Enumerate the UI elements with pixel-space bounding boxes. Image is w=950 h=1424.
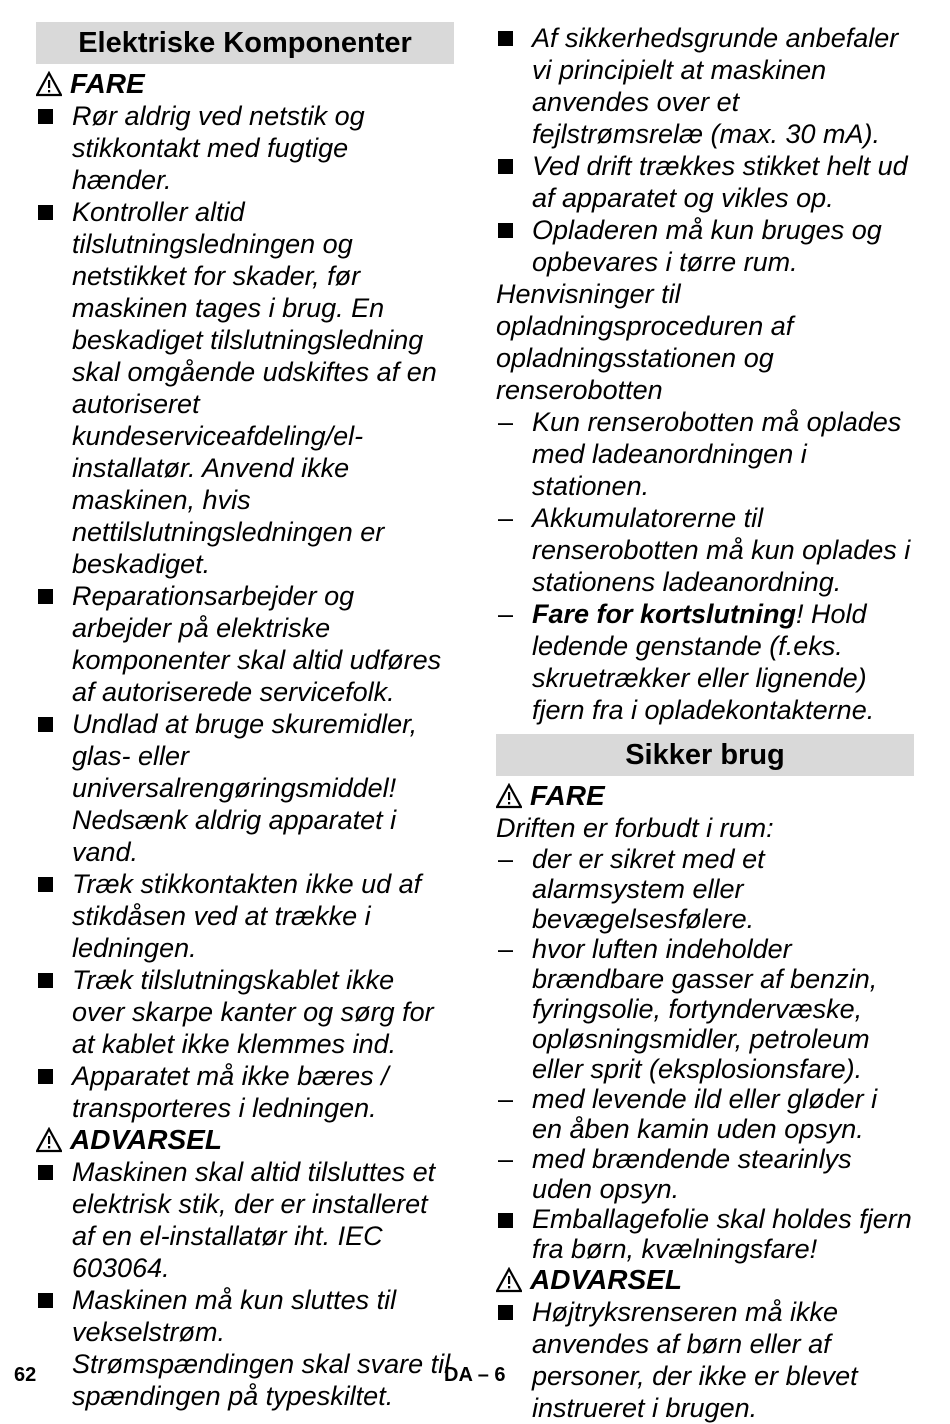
list-item: Ved drift trækkes stikket helt ud af apparatet og vikles op.	[496, 150, 914, 214]
dash-item: – Akkumulatorerne til renserobotten må kun oplades i stationens ladeanordning.	[498, 503, 911, 597]
list-item: Højtryksrenseren må ikke anvendes af børn eller af personer, der ikke er blevet instrueret i brugen.	[496, 1296, 914, 1424]
warning-triangle-icon	[36, 71, 62, 97]
warning-fare	[36, 68, 454, 100]
intro-text: Driften er forbudt i rum:	[496, 813, 774, 843]
square-bullet-icon	[498, 1213, 513, 1228]
list-item: Undlad at bruge skuremidler, glas- eller universalrengøringsmiddel! Nedsænk aldrig apparatet i vand.	[36, 708, 454, 868]
short-circuit-warning: Fare for kortslutning	[532, 599, 797, 629]
warning-label: FARE	[70, 68, 145, 99]
list-item: Apparatet må ikke bæres / transporteres i ledningen.	[36, 1060, 454, 1124]
square-bullet-icon	[38, 205, 53, 220]
square-bullet-icon	[38, 109, 53, 124]
dash-item: – Fare for kortslutning! Hold ledende genstande (f.eks. skruetrækker eller lignende) fjern fra i opladekontakterne.	[498, 599, 875, 725]
square-bullet-icon	[38, 973, 53, 988]
list-item: Af sikkerhedsgrunde anbefaler vi principielt at maskinen anvendes over et fejlstrømsrelæ (max. 30 mA).	[496, 22, 914, 150]
list-item: Træk tilslutningskablet ikke over skarpe kanter og sørg for at kablet ikke klemmes ind.	[36, 964, 454, 1060]
square-bullet-icon	[38, 1069, 53, 1084]
dash-item: – der er sikret med et alarmsystem eller bevægelsesfølere.	[498, 844, 765, 934]
left-column	[36, 22, 454, 1412]
warning-label: ADVARSEL	[530, 1264, 682, 1295]
warning-advarsel	[36, 1124, 454, 1156]
square-bullet-icon	[38, 877, 53, 892]
dash-item: – hvor luften indeholder brændbare gasser af benzin, fyringsolie, fortyndervæske, opløsningsmidler, petroleum eller sprit (eksplosionsfare).	[498, 934, 878, 1084]
square-bullet-icon	[498, 223, 513, 238]
square-bullet-icon	[38, 589, 53, 604]
dash-item: – med levende ild eller gløder i en åben kamin uden opsyn.	[498, 1084, 878, 1144]
list-item: Opladeren må kun bruges og opbevares i tørre rum.	[496, 214, 914, 278]
right-column	[496, 22, 914, 1424]
dash-item: – med brændende stearinlys uden opsyn.	[498, 1144, 852, 1204]
warning-label: FARE	[530, 780, 605, 811]
square-bullet-icon	[498, 1305, 513, 1320]
charging-notes-heading: Henvisninger til opladningsproceduren af opladningsstationen og renserobotten	[496, 279, 794, 405]
list-item: Rør aldrig ved netstik og stikkontakt med fugtige hænder.	[36, 100, 454, 196]
list-item: Maskinen skal altid tilsluttes et elektrisk stik, der er installeret af en el-installatør iht. IEC 603064.	[36, 1156, 454, 1284]
list-item: Træk stikkontakten ikke ud af stikdåsen ved at trække i ledningen.	[36, 868, 454, 964]
section-header-elektriske: Elektriske Komponenter	[36, 22, 454, 64]
square-bullet-icon	[38, 717, 53, 732]
square-bullet-icon	[38, 1165, 53, 1180]
square-bullet-icon	[498, 159, 513, 174]
square-bullet-icon	[38, 1293, 53, 1308]
warning-triangle-icon	[36, 1127, 62, 1153]
page-number: 62	[14, 1364, 37, 1386]
dash-item: – Kun renserobotten må oplades med ladeanordningen i stationen.	[498, 407, 902, 501]
warning-advarsel	[496, 1264, 914, 1296]
list-item: Reparationsarbejder og arbejder på elektriske komponenter skal altid udføres af autoriserede servicefolk.	[36, 580, 454, 708]
warning-fare	[496, 780, 914, 812]
section-page-label: DA – 6	[444, 1364, 506, 1386]
list-item: Kontroller altid tilslutningsledningen og netstikket for skader, før maskinen tages i brug. En beskadiget tilslutningsledning skal omgående udskiftes af en autoriseret kundeserviceafdeling/el-installatør. Anvend ikke maskinen, hvis nettilslutningsledningen er beskadiget.	[36, 196, 454, 580]
list-item: Maskinen må kun sluttes til vekselstrøm. Strømspændingen skal svare til spændingen på typeskiltet.	[36, 1284, 454, 1412]
warning-label: ADVARSEL	[70, 1124, 222, 1155]
section-header-sikker-brug: Sikker brug	[496, 734, 914, 776]
square-bullet-icon	[498, 31, 513, 46]
warning-triangle-icon	[496, 783, 522, 809]
warning-triangle-icon	[496, 1267, 522, 1293]
list-item: Emballagefolie skal holdes fjern fra børn, kvælningsfare!	[496, 1204, 914, 1264]
